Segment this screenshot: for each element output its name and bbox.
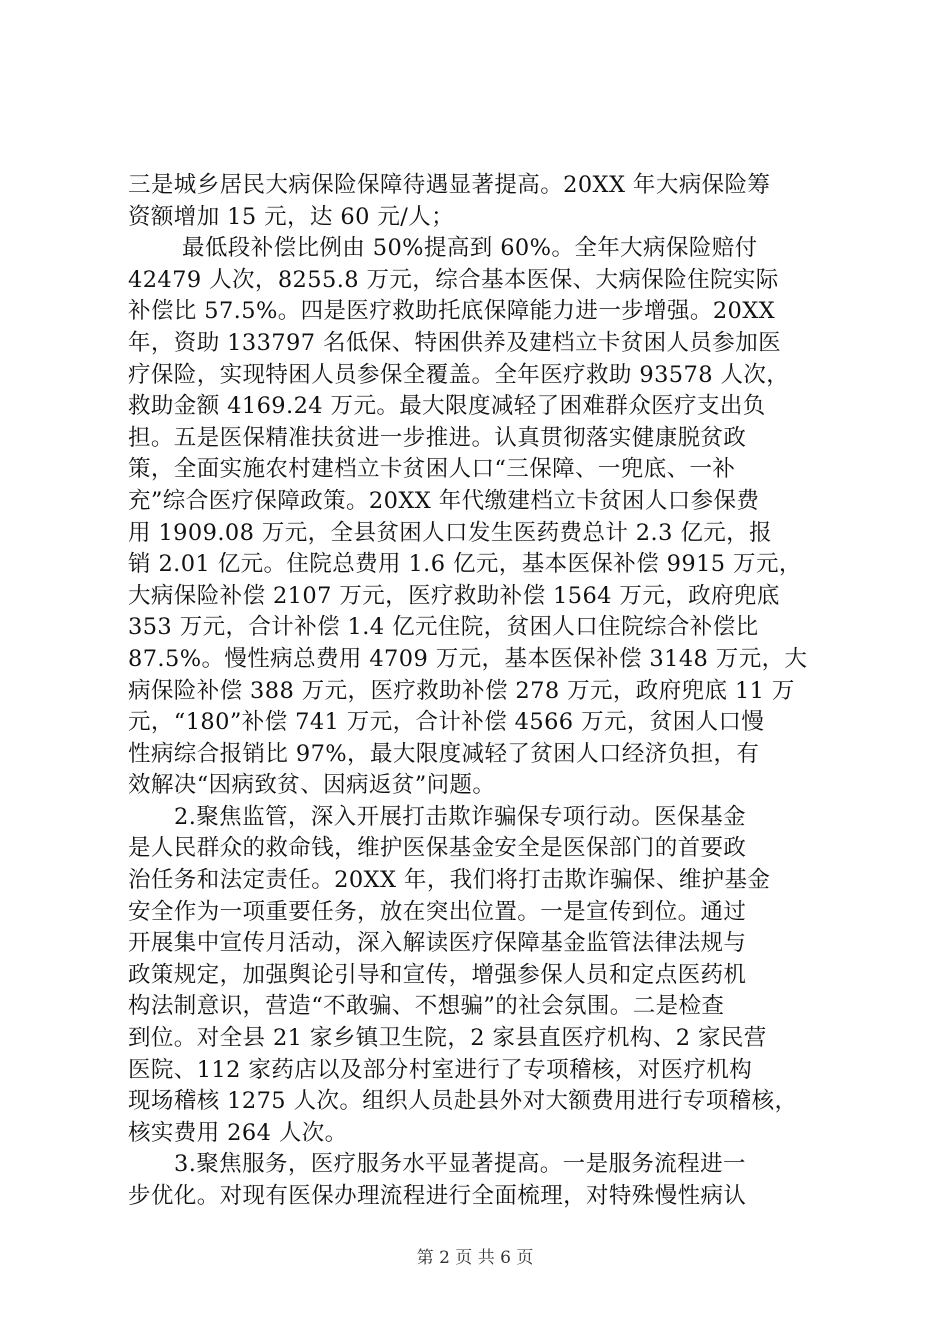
text-line: 医院、112 家药店以及部分村室进行了专项稽核，对医疗机构 — [128, 1056, 753, 1083]
text-line: 性病综合报销比 97%，最大限度减轻了贫困人口经济负担，有 — [128, 740, 760, 767]
text-line: 救助金额 4169.24 万元。最大限度减轻了困难群众医疗支出负 — [128, 393, 766, 420]
text-line: 疗保险，实现特困人员参保全覆盖。全年医疗救助 93578 人次， — [128, 361, 790, 388]
page-number-footer: 第 2 页 共 6 页 — [416, 1248, 534, 1268]
text-line: 到位。对全县 21 家乡镇卫生院，2 家县直医疗机构、2 家民营 — [128, 1025, 767, 1052]
text-line: 销 2.01 亿元。住院总费用 1.6 亿元，基本医保补偿 9915 万元， — [128, 551, 802, 578]
text-line: 353 万元，合计补偿 1.4 亿元住院，贫困人口住院综合补偿比 — [128, 614, 759, 641]
text-line: 2.聚焦监管，深入开展打击欺诈骗保专项行动。医保基金 — [174, 803, 746, 830]
text-line: 最低段补偿比例由 50%提高到 60%。全年大病保险赔付 — [182, 235, 758, 262]
text-line: 充”综合医疗保障政策。20XX 年代缴建档立卡贫困人口参保费 — [128, 487, 760, 514]
text-line: 担。五是医保精准扶贫进一步推进。认真贯彻落实健康脱贫政 — [128, 424, 747, 451]
text-line: 构法制意识，营造“不敢骗、不想骗”的社会氛围。二是检查 — [128, 993, 725, 1020]
text-line: 政策规定，加强舆论引导和宣传，增强参保人员和定点医药机 — [128, 961, 747, 988]
text-line: 三是城乡居民大病保险保障待遇显著提高。20XX 年大病保险筹 — [128, 172, 771, 198]
text-line: 补偿比 57.5%。四是医疗救助托底保障能力进一步增强。20XX — [128, 298, 776, 325]
text-line: 42479 人次，8255.8 万元，综合基本医保、大病保险住院实际 — [128, 266, 779, 293]
text-line: 核实费用 264 人次。 — [128, 1119, 348, 1146]
body-text — [128, 170, 828, 1213]
text-line: 现场稽核 1275 人次。组织人员赴县外对大额费用进行专项稽核， — [128, 1088, 798, 1115]
text-line: 步优化。对现有医保办理流程进行全面梳理，对特殊慢性病认 — [128, 1183, 747, 1209]
text-line: 用 1909.08 万元，全县贫困人口发生医药费总计 2.3 亿元，报 — [128, 519, 772, 546]
text-line: 大病保险补偿 2107 万元，医疗救助补偿 1564 万元，政府兜底 — [128, 582, 780, 609]
text-line: 效解决“因病致贫、因病返贫”问题。 — [128, 772, 496, 799]
text-line: 是人民群众的救命钱，维护医保基金安全是医保部门的首要政 — [128, 835, 747, 862]
text-line: 治任务和法定责任。20XX 年，我们将打击欺诈骗保、维护基金 — [128, 867, 771, 894]
text-line: 开展集中宣传月活动，深入解读医疗保障基金监管法律法规与 — [128, 930, 747, 957]
text-line: 元，“180”补偿 741 万元，合计补偿 4566 万元，贫困人口慢 — [128, 709, 765, 736]
text-line: 87.5%。慢性病总费用 4709 万元，基本医保补偿 3148 万元，大 — [128, 645, 808, 672]
text-line: 3.聚焦服务，医疗服务水平显著提高。一是服务流程进一 — [174, 1151, 746, 1178]
text-line: 年，资助 133797 名低保、特困供养及建档立卡贫困人员参加医 — [128, 329, 781, 356]
text-line: 病保险补偿 388 万元，医疗救助补偿 278 万元，政府兜底 11 万 — [128, 677, 795, 704]
text-line: 策，全面实施农村建档立卡贫困人口“三保障、一兜底、一补 — [128, 456, 736, 483]
text-line: 资额增加 15 元，达 60 元/人； — [128, 203, 455, 230]
text-line: 安全作为一项重要任务，放在突出位置。一是宣传到位。通过 — [128, 898, 747, 925]
